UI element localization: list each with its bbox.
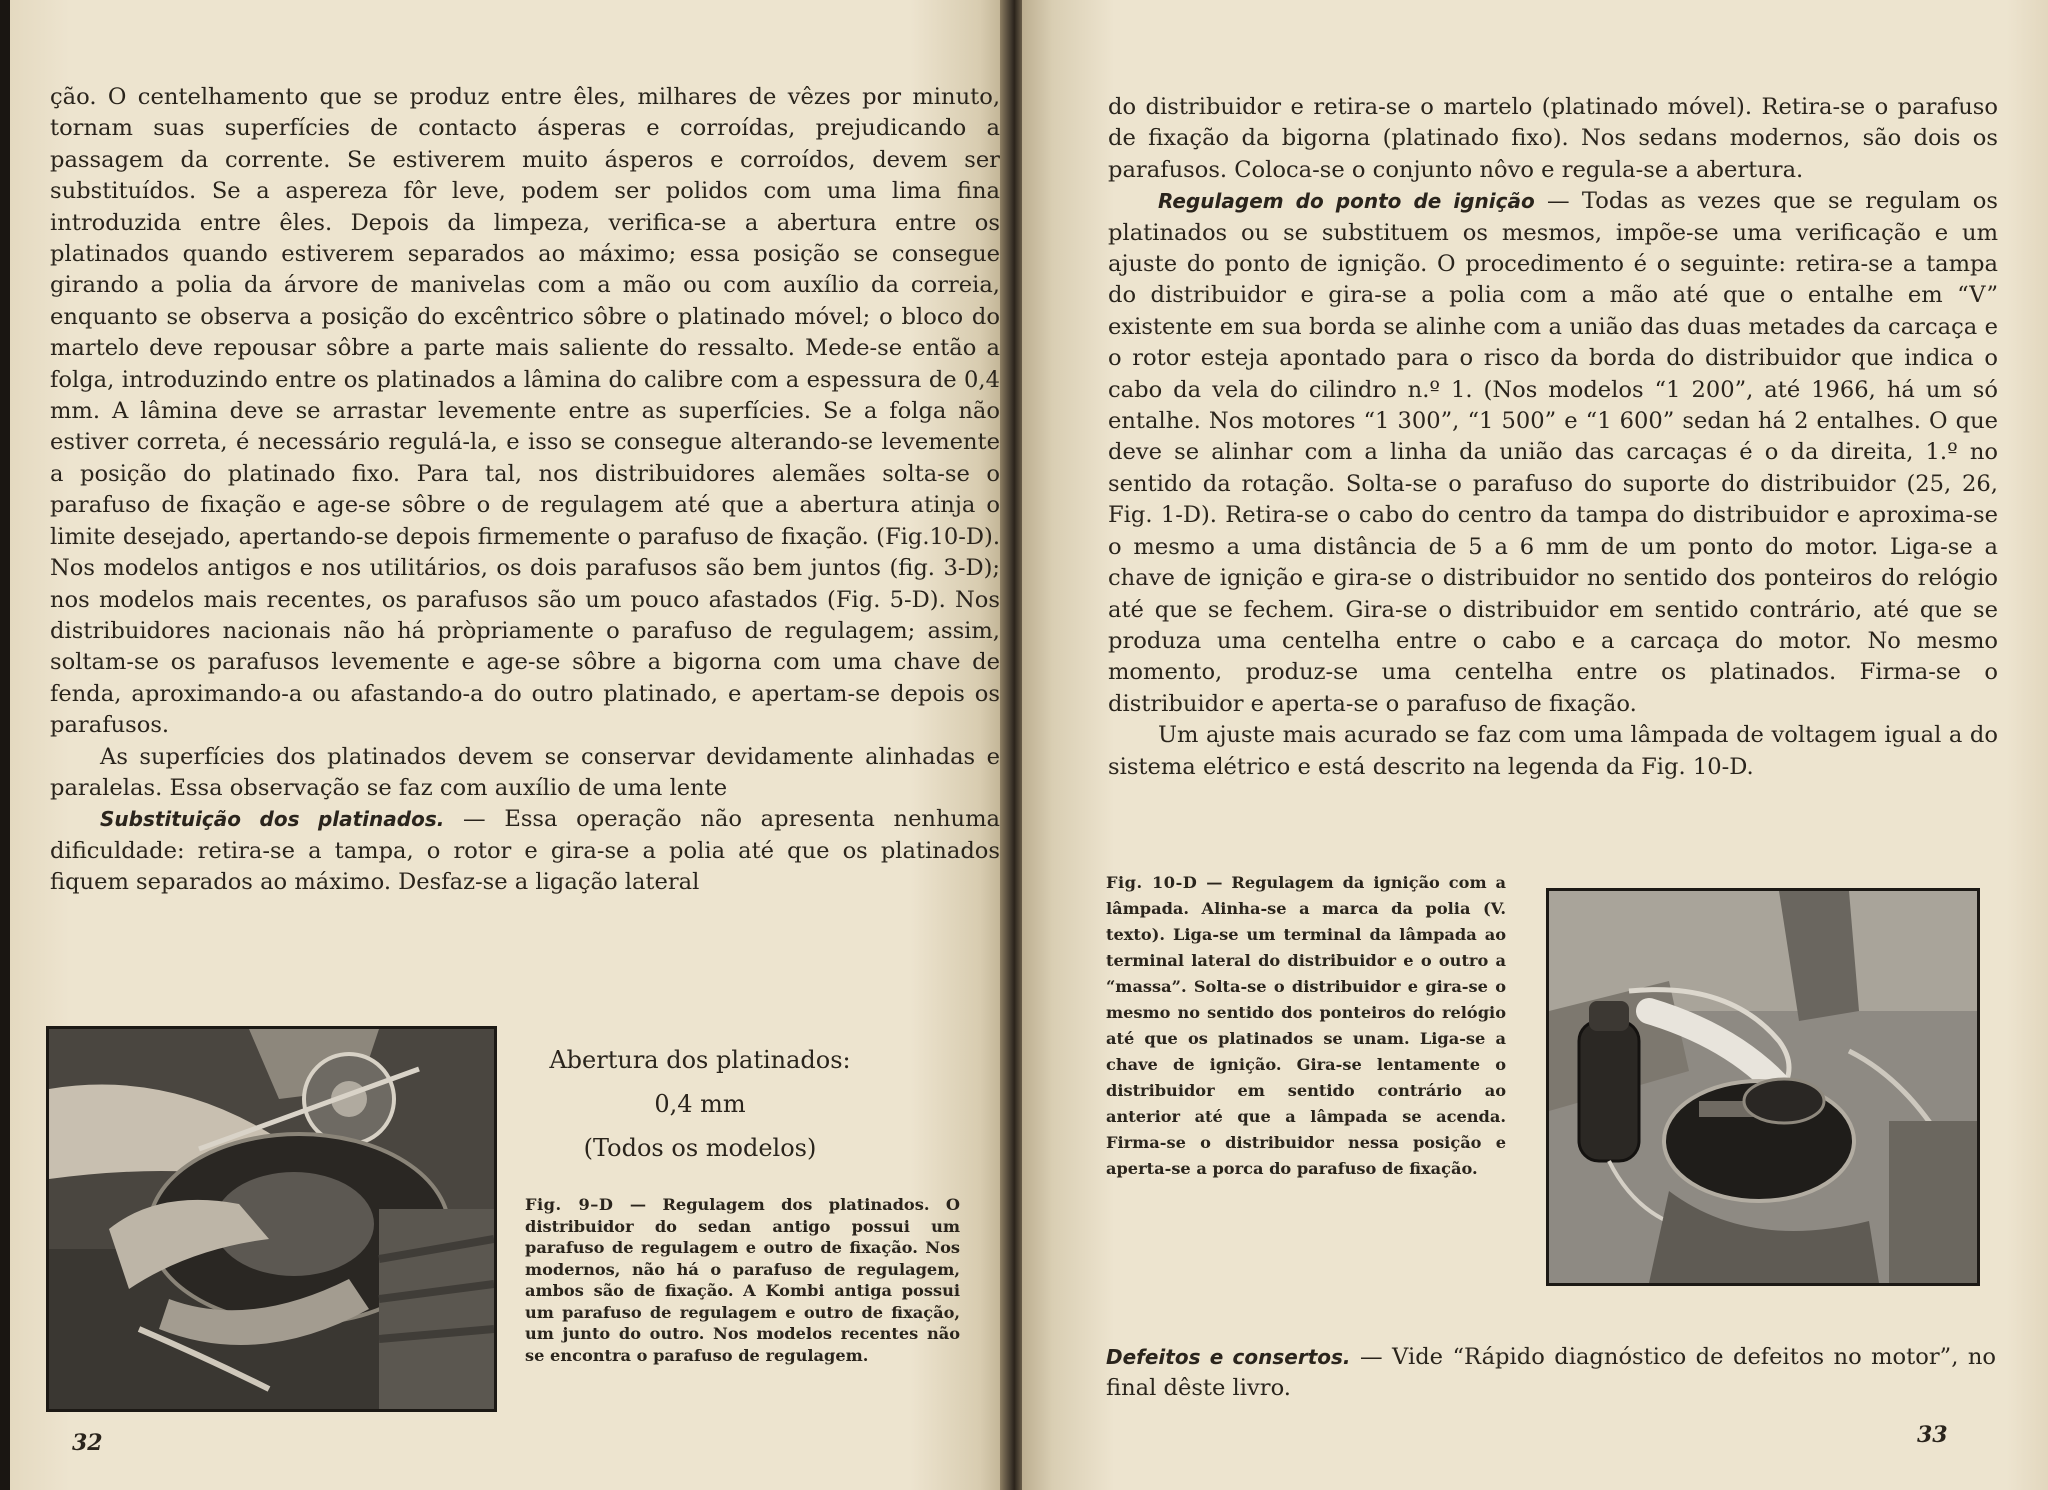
substitution-heading: Substituição dos platinados. <box>100 807 445 832</box>
spec-title: Abertura dos platinados: <box>549 1046 851 1074</box>
distributor-points-photo <box>49 1029 494 1409</box>
substitution-paragraph <box>50 804 1000 898</box>
spec-scope: (Todos os modelos) <box>583 1134 817 1162</box>
left-paragraph-1: ção. O centelhamento que se produz entre êles, milhares de vêzes por minuto, tornam suas superfícies de contacto ásperas e corroídas, prejudicando a passagem da corrente. Se estiverem muito ásperos e corroídos, devem ser substituídos. Se a aspereza fôr leve, podem ser polidos com uma lima fina introduzida entre êles. Depois da limpeza, verifica-se a abertura entre os platinados quando estiverem separados ao máximo; essa posição se consegue girando a polia da árvore de manivelas com a mão ou com auxílio da correia, enquanto se observa a posição do excêntrico sôbre o platinado móvel; o bloco do martelo deve repousar sôbre a parte mais saliente do ressalto. Mede-se então a folga, introduzindo entre os platinados a lâmina do calibre com a espessura de 0,4 mm. A lâmina deve se arrastar levemente entre as superfícies. Se a folga não estiver correta, é necessário regulá-la, e isso se consegue alterando-se levemente a posição do platinado fixo. Para tal, nos distribuidores alemães solta-se o parafuso de fixação e age-se sôbre o de regulagem até que a abertura atinja o limite desejado, apertando-se depois firmemente o parafuso de fixação. (Fig.10-D). Nos modelos antigos e nos utilitários, os dois parafusos são bem juntos (fig. 3-D); nos modelos mais recentes, os parafusos são um pouco afastados (Fig. 5-D). Nos distribuidores nacionais não há pròpriamente o parafuso de regulagem; assim, soltam-se os parafusos levemente e age-se sôbre a bigorna com uma chave de fenda, aproximando-a ou afastando-a do outro platinado, e apertam-se depois os parafusos. <box>50 84 1000 739</box>
defects-body: — Vide “Rápido diagnóstico de defeitos no motor”, no final dêste livro. <box>1106 1344 1996 1402</box>
figure-9d-caption <box>525 1194 960 1366</box>
points-gap-spec <box>530 1038 870 1170</box>
figure-9d-photo <box>46 1026 497 1412</box>
figure-10d-caption <box>1106 870 1506 1182</box>
right-paragraph-1: do distribuidor e retira-se o martelo (platinado móvel). Retira-se o parafuso de fixação da bigorna (platinado fixo). Nos sedans modernos, são dois os parafusos. Coloca-se o conjunto nôvo e regula-se a abertura. <box>1108 94 1998 183</box>
left-paragraph-2: As superfícies dos platinados devem se conservar devidamente alinhadas e paralelas. Essa observação se faz com auxílio de uma lente <box>50 743 1000 801</box>
figure-10d-label: Fig. 10-D <box>1106 873 1198 892</box>
page-number-right: 33 <box>1917 1422 1948 1448</box>
figure-10d-photo <box>1546 888 1980 1286</box>
figure-9d-caption-text: — Regulagem dos platinados. O distribuidor do sedan antigo possui um parafuso de regulagem e outro de fixação. Nos modernos, não há o parafuso de regulagem, ambos são de fixação. A Kombi antiga possui um parafuso de regulagem e outro de fixação, um junto do outro. Nos modelos recentes não se encontra o parafuso de regulagem. <box>525 1195 960 1365</box>
defects-text <box>1106 1342 1996 1405</box>
right-page <box>1022 0 2048 1490</box>
ignition-heading: Regulagem do ponto de ignição <box>1158 189 1535 214</box>
spec-value: 0,4 mm <box>654 1090 746 1118</box>
defects-heading: Defeitos e consertos. <box>1106 1345 1351 1369</box>
figure-10d-caption-text: — Regulagem da ignição com a lâmpada. Alinha-se a marca da polia (V. texto). Liga-se um terminal da lâmpada ao terminal lateral do distribuidor e o outro a “massa”. Solta-se o distribuidor e gira-se o mesmo no sentido dos ponteiros do relógio até que os platinados se unam. Liga-se a chave de ignição. Gira-se lentamente o distribuidor em sentido contrário ao anterior até que a lâmpada se acenda. Firma-se o distribuidor nessa posição e aperta-se a porca do parafuso de fixação. <box>1106 873 1507 1178</box>
left-body-text <box>50 82 1000 899</box>
defects-paragraph <box>1106 1342 1996 1405</box>
ignition-text: — Todas as vezes que se regulam os platinados ou se substituem os mesmos, impõe-se uma verificação e um ajuste do ponto de ignição. O procedimento é o seguinte: retira-se a tampa do distribuidor e gira-se a polia com a mão até que o entalhe em “V” existente em sua borda se alinhe com a união das duas metades da carcaça e o rotor esteja apontado para o risco da borda do distribuidor que indica o cabo da vela do cilindro n.º 1. (Nos modelos “1 200”, até 1966, há um só entalhe. Nos motores “1 300”, “1 500” e “1 600” sedan há 2 entalhes. O que deve se alinhar com a linha da união das carcaças é o da direita, 1.º no sentido da rotação. Solta-se o parafuso do suporte do distribuidor (25, 26, Fig. 1-D). Retira-se o cabo do centro da tampa do distribuidor e aproxima-se o mesmo a uma distância de 5 a 6 mm de um ponto do motor. Liga-se a chave de ignição e gira-se o distribuidor no sentido dos ponteiros do relógio até que se fechem. Gira-se o distribuidor em sentido contrário, até que se produza uma centelha entre o cabo e a carcaça do motor. No mesmo momento, produz-se uma centelha entre os platinados. Firma-se o distribuidor e aperta-se o parafuso de fixação. <box>1108 188 1998 717</box>
right-body-text <box>1108 92 1998 783</box>
substitution-text: — Essa operação não apresenta nenhuma dificuldade: retira-se a tampa, o rotor e gira-se a polia até que os platinados fiquem separados ao máximo. Desfaz-se a ligação lateral <box>50 806 1000 896</box>
left-page <box>10 0 1010 1490</box>
figure-9d-label: Fig. 9–D <box>525 1195 614 1214</box>
page-number-left: 32 <box>72 1430 103 1456</box>
ignition-paragraph <box>1108 186 1998 720</box>
right-paragraph-3: Um ajuste mais acurado se faz com uma lâmpada de voltagem igual a do sistema elétrico e está descrito na legenda da Fig. 10-D. <box>1108 722 1998 780</box>
ignition-timing-photo <box>1549 891 1977 1283</box>
